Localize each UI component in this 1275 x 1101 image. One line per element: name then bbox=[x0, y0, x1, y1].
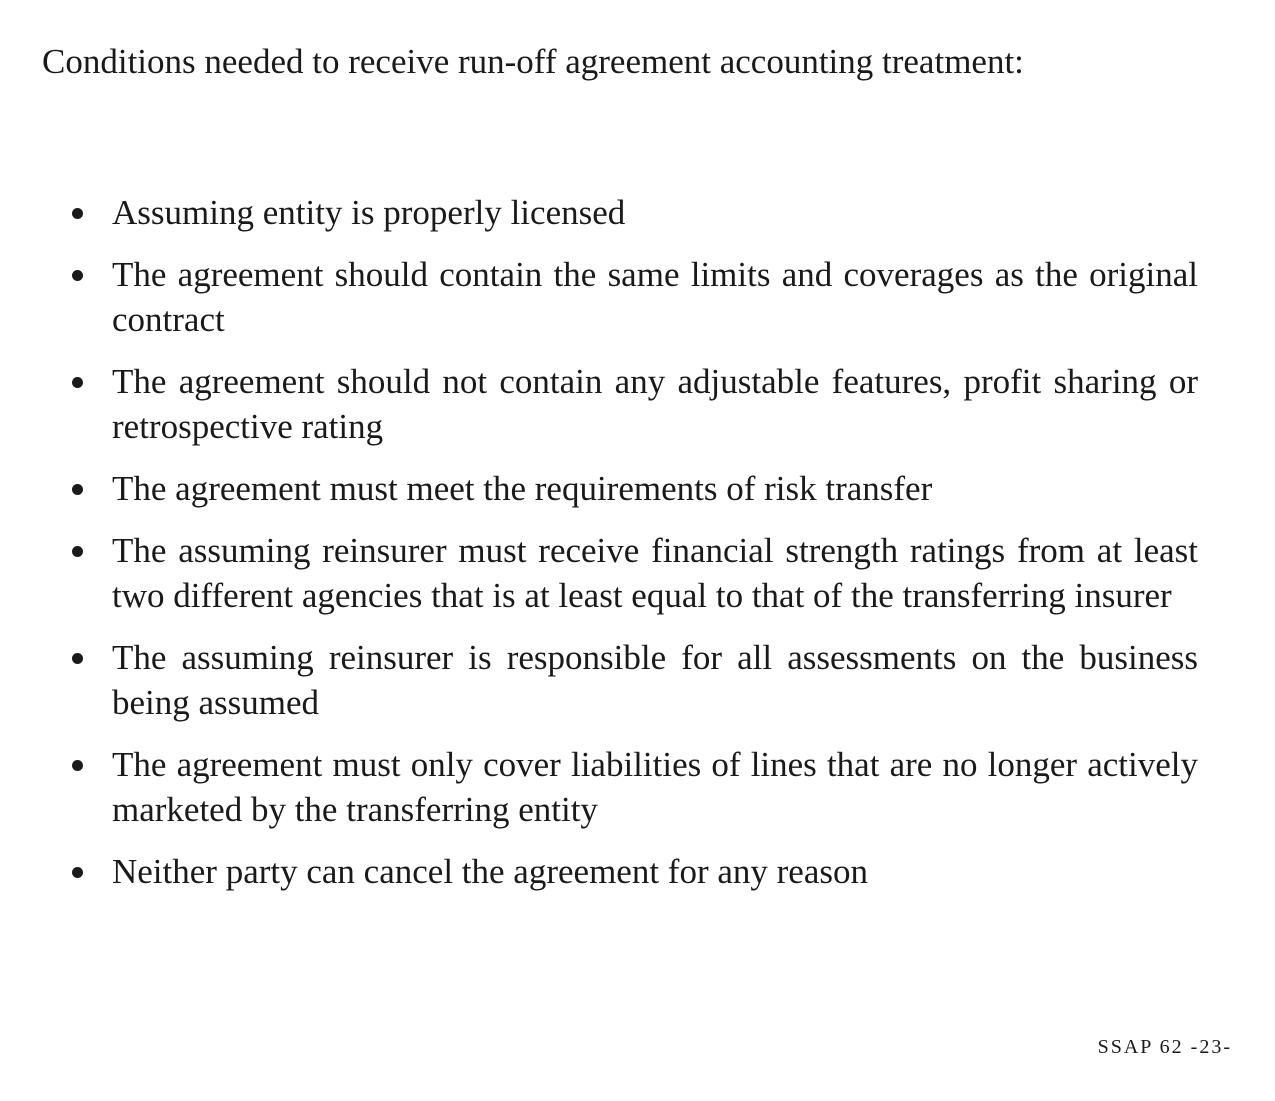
condition-text: The assuming reinsurer is responsible for all assessments on the business being assumed bbox=[112, 638, 1198, 722]
list-item bbox=[72, 466, 1198, 511]
list-item bbox=[72, 742, 1198, 832]
condition-text: The agreement must only cover liabilities of lines that are no longer actively marketed by the transferring entity bbox=[112, 745, 1198, 829]
list-item bbox=[72, 849, 1198, 894]
list-item bbox=[72, 635, 1198, 725]
bullet-icon bbox=[72, 760, 83, 771]
bullet-icon bbox=[72, 377, 83, 388]
list-item bbox=[72, 528, 1198, 618]
condition-text: Neither party can cancel the agreement for any reason bbox=[112, 852, 868, 891]
condition-text: The agreement should not contain any adjustable features, profit sharing or retrospective rating bbox=[112, 362, 1198, 446]
bullet-icon bbox=[72, 208, 83, 219]
condition-text: The agreement must meet the requirements of risk transfer bbox=[112, 469, 933, 508]
condition-text: Assuming entity is properly licensed bbox=[112, 193, 626, 232]
condition-text: The agreement should contain the same limits and coverages as the original contract bbox=[112, 255, 1198, 339]
page-footer: SSAP 62 -23- bbox=[1097, 1036, 1232, 1058]
conditions-list bbox=[72, 190, 1198, 911]
page-heading: Conditions needed to receive run-off agreement accounting treatment: bbox=[42, 42, 1024, 81]
bullet-icon bbox=[72, 653, 83, 664]
bullet-icon bbox=[72, 546, 83, 557]
bullet-icon bbox=[72, 270, 83, 281]
list-item bbox=[72, 190, 1198, 235]
bullet-icon bbox=[72, 867, 83, 878]
bullet-icon bbox=[72, 484, 83, 495]
list-item bbox=[72, 359, 1198, 449]
condition-text: The assuming reinsurer must receive financial strength ratings from at least two different agencies that is at least equal to that of the transferring insurer bbox=[112, 531, 1198, 615]
list-item bbox=[72, 252, 1198, 342]
